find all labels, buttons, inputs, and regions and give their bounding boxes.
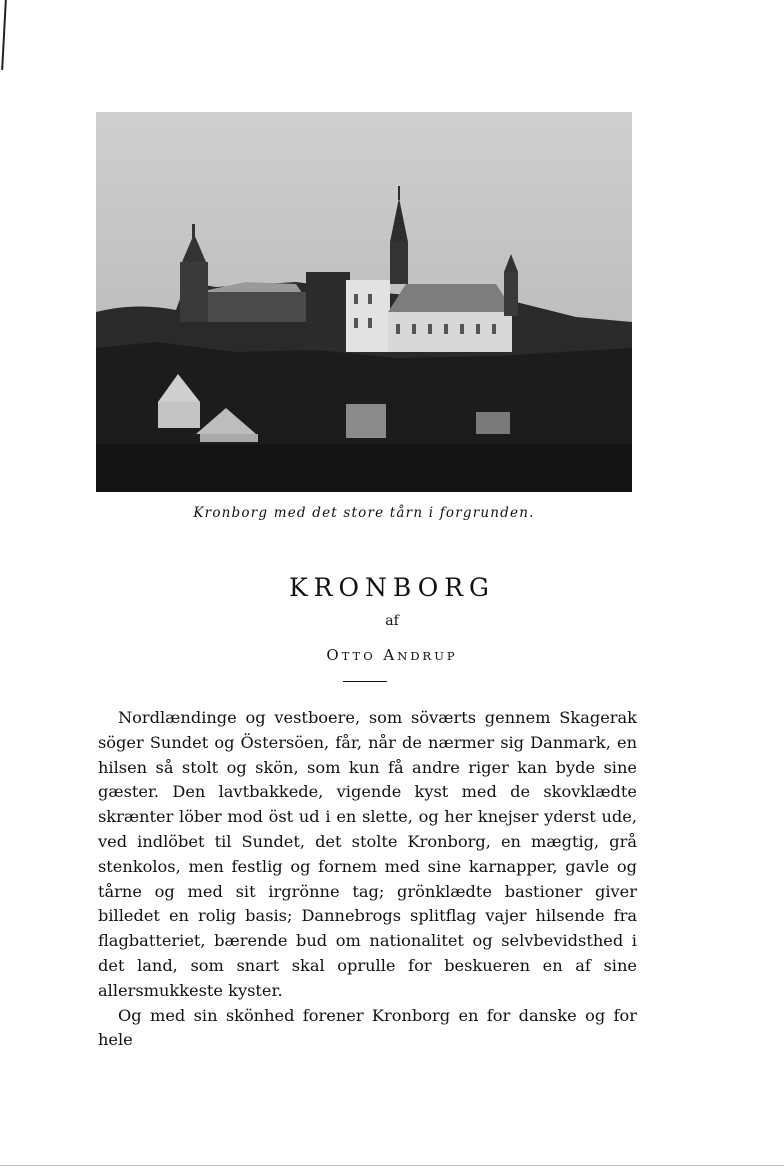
article-title: KRONBORG	[289, 573, 495, 602]
page-edge-mark	[1, 0, 7, 70]
author-last-rest: NDRUP	[397, 649, 458, 663]
author-last-initial: A	[383, 646, 398, 664]
article-body	[98, 706, 637, 1053]
castle-photo	[96, 112, 632, 492]
paragraph-1: Nordlændinge og vestboere, som söværts gennem Skagerak söger Sundet og Östersöen, får, når de nærmer sig Danmark, en hilsen så stolt og skön, som kun få andre riger kan byde sine gæster. Den lavtbakkede, vigende kyst med de skovklædte skrænter löber mod öst ud i en slette, og her knejser yderst ude, ved indlöbet til Sundet, det stolte Kronborg, en mægtig, grå stenkolos, men festlig og fornem med sine karnapper, gavle og tårne og med sit irgrönne tag; grönklædte bastioner giver billedet en rolig basis; Dannebrogs splitflag vajer hilsende fra flagbatteriet, bærende bud om nationalitet og selvbevidsthed i det land, som snart skal oprulle for beskueren en af sine allersmukkeste kyster.	[98, 708, 637, 1000]
author-first-initial: O	[326, 646, 342, 664]
author-name	[0, 646, 784, 664]
title-divider	[343, 681, 387, 682]
figure-caption: Kronborg med det store tårn i forgrunden.	[193, 505, 535, 521]
paragraph-2: Og med sin skönhed forener Kronborg en for danske og for hele	[98, 1005, 637, 1050]
author-first-rest: TTO	[341, 649, 376, 663]
byline-prefix: af	[385, 613, 399, 629]
page-bottom-edge	[0, 1165, 784, 1166]
